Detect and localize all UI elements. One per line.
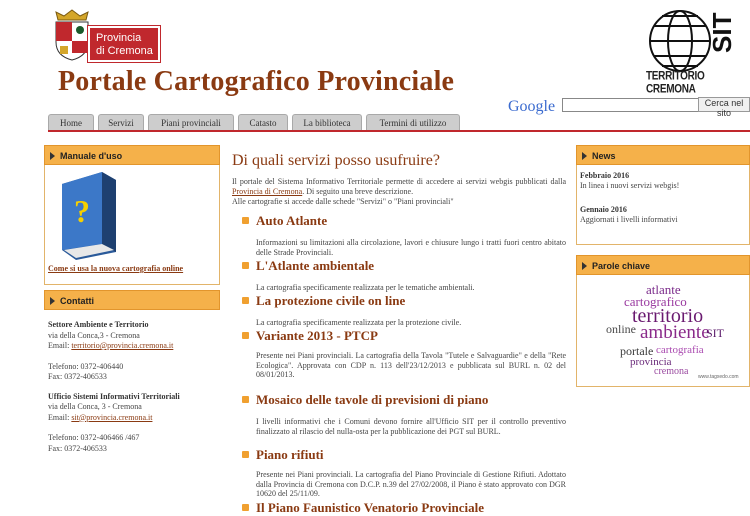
tab-piani-provinciali[interactable]: Piani provinciali bbox=[148, 114, 234, 131]
service-desc: La cartografia specificamente realizzata per la protezione civile. bbox=[256, 318, 462, 327]
service-item bbox=[240, 213, 566, 257]
news-item bbox=[580, 205, 678, 225]
google-logo bbox=[508, 98, 555, 116]
contact-email-link[interactable]: territorio@provincia.cremona.it bbox=[71, 341, 174, 350]
page-title: Portale Cartografico Provinciale bbox=[58, 66, 455, 97]
contact-phone: Telefono: 0372-406466 /467 bbox=[48, 433, 140, 442]
contact-email-row bbox=[48, 413, 218, 424]
cloud-credit: www.tagxedo.com bbox=[698, 374, 739, 380]
keywords-header bbox=[576, 255, 750, 275]
manual-title: Manuale d'uso bbox=[60, 151, 123, 161]
service-desc: Informazioni su limitazioni alla circolazione, lavori e chiusure lungo i tratti fuori centro abitato delle Strade Provinciali. bbox=[256, 238, 566, 257]
service-title[interactable]: L'Atlante ambientale bbox=[240, 258, 566, 273]
service-title[interactable]: Auto Atlante bbox=[240, 213, 566, 228]
service-item bbox=[240, 328, 566, 380]
news-date: Gennaio 2016 bbox=[580, 205, 627, 214]
intro-text bbox=[232, 177, 566, 207]
tab-home[interactable]: Home bbox=[48, 114, 94, 131]
tab-catasto[interactable]: Catasto bbox=[238, 114, 288, 131]
intro-part3: Alle cartografie si accede dalle schede "Servizi" o "Piani provinciali" bbox=[232, 197, 454, 206]
service-title[interactable]: Mosaico delle tavole di previsioni di piano bbox=[240, 392, 566, 407]
service-title[interactable]: Il Piano Faunistico Venatorio Provinciale bbox=[240, 500, 484, 515]
news-item bbox=[580, 171, 679, 191]
manual-header bbox=[44, 145, 220, 165]
service-item bbox=[240, 258, 566, 293]
service-desc: Presente nei Piani provinciali. La cartografia del Piano Provinciale di Gestione Rifiuti. Adottato dalla Provincia di Cremona con D.C.P. n.39 del 27/02/2008, il Piano è stato approvato con DGR 10620 del 25/11/09. bbox=[256, 470, 566, 498]
email-label: Email: bbox=[48, 341, 70, 350]
cloud-word[interactable]: cremona bbox=[654, 366, 689, 377]
sit-label: TERRITORIO CREMONA bbox=[646, 69, 705, 97]
contacts-list bbox=[48, 320, 218, 454]
service-title[interactable]: Variante 2013 - PTCP bbox=[240, 328, 566, 343]
contacts-header bbox=[44, 290, 220, 310]
cloud-word[interactable]: cartografico bbox=[624, 294, 687, 309]
logo-plate bbox=[88, 26, 160, 62]
contact-phone: Telefono: 0372-406440 bbox=[48, 361, 124, 371]
main-heading: Di quali servizi posso usufruire? bbox=[232, 152, 440, 169]
contact-email-link[interactable]: sit@provincia.cremona.it bbox=[71, 412, 153, 422]
svg-text:?: ? bbox=[74, 193, 90, 229]
service-title[interactable]: La protezione civile on line bbox=[240, 293, 566, 308]
provincia-link[interactable]: Provincia di Cremona bbox=[232, 187, 303, 196]
help-book-icon[interactable] bbox=[54, 170, 120, 260]
google-label: Google bbox=[508, 98, 556, 115]
service-title[interactable]: Piano rifiuti bbox=[240, 447, 566, 462]
contact-fax: Fax: 0372-406533 bbox=[48, 443, 107, 453]
service-desc: La cartografia specificamente realizzata per le tematiche ambientali. bbox=[256, 283, 475, 292]
cloud-word[interactable]: provincia bbox=[630, 356, 672, 368]
cloud-word[interactable]: territorio bbox=[632, 305, 704, 327]
globe-icon bbox=[640, 8, 745, 74]
contact-name: Ufficio Sistemi Informativi Territoriali bbox=[48, 391, 180, 401]
service-item bbox=[240, 500, 484, 515]
service-desc: I livelli informativi che i Comuni devono fornire all'Ufficio SIT per il controllo preventivo finalizzato al rilascio del nulla-osta per la pubblicazione dei PGT sul BURL. bbox=[256, 417, 566, 436]
news-title: News bbox=[592, 151, 616, 161]
cloud-word[interactable]: online bbox=[606, 322, 636, 336]
cloud-word[interactable]: atlante bbox=[646, 282, 681, 297]
contact-name: Settore Ambiente e Territorio bbox=[48, 320, 149, 329]
cloud-word[interactable]: portale bbox=[620, 344, 654, 358]
service-item bbox=[240, 293, 566, 328]
contact-address: via della Conca, 3 - Cremona bbox=[48, 402, 142, 411]
cloud-word[interactable]: SIT bbox=[706, 326, 724, 340]
tag-cloud[interactable] bbox=[594, 280, 739, 380]
tab-biblioteca[interactable]: La biblioteca bbox=[292, 114, 362, 131]
nav-divider bbox=[48, 130, 750, 132]
contacts-title: Contatti bbox=[60, 296, 94, 306]
tab-servizi[interactable]: Servizi bbox=[98, 114, 144, 131]
service-item bbox=[240, 447, 566, 499]
news-text[interactable]: In linea i nuovi servizi webgis! bbox=[580, 181, 680, 190]
keywords-title: Parole chiave bbox=[592, 261, 651, 271]
sit-logo[interactable] bbox=[640, 8, 745, 98]
cloud-word[interactable]: ambiente bbox=[640, 322, 710, 343]
intro-part2: . Di seguito una breve descrizione. bbox=[302, 187, 414, 196]
contact-address: via della Conca,3 - Cremona bbox=[48, 330, 140, 340]
news-header bbox=[576, 145, 750, 165]
search-input[interactable] bbox=[562, 98, 700, 112]
manual-link[interactable]: Come si usa la nuova cartografia online bbox=[48, 264, 184, 273]
news-text[interactable]: Aggiornati i livelli informativi bbox=[580, 215, 678, 224]
news-date: Febbraio 2016 bbox=[580, 171, 630, 180]
contact-fax: Fax: 0372-406533 bbox=[48, 372, 107, 381]
service-item bbox=[240, 392, 566, 436]
provincia-logo[interactable] bbox=[50, 8, 160, 62]
search-button[interactable]: Cerca nel sito bbox=[698, 97, 750, 112]
contact-email-row bbox=[48, 341, 218, 352]
svg-text:SIT: SIT bbox=[707, 12, 737, 53]
email-label: Email: bbox=[48, 412, 70, 422]
logo-line2: di Cremona bbox=[96, 45, 153, 57]
intro-part1: Il portale del Sistema Informativo Territoriale permette di accedere ai servizi webgis pubblicati dalla bbox=[232, 177, 566, 186]
logo-line1: Provincia bbox=[96, 32, 142, 44]
cloud-word[interactable]: cartografia bbox=[656, 344, 704, 356]
service-desc: Presente nei Piani provinciali. La cartografia della Tavola "Tutele e Salvaguardie" e della "Rete Ecologica". Approvata con CDP n. 113 dell'23/12/2013 e pubblicata sul BURL n. 02 del 08/01/2013. bbox=[256, 351, 566, 379]
tab-termini[interactable]: Termini di utilizzo bbox=[366, 114, 460, 131]
